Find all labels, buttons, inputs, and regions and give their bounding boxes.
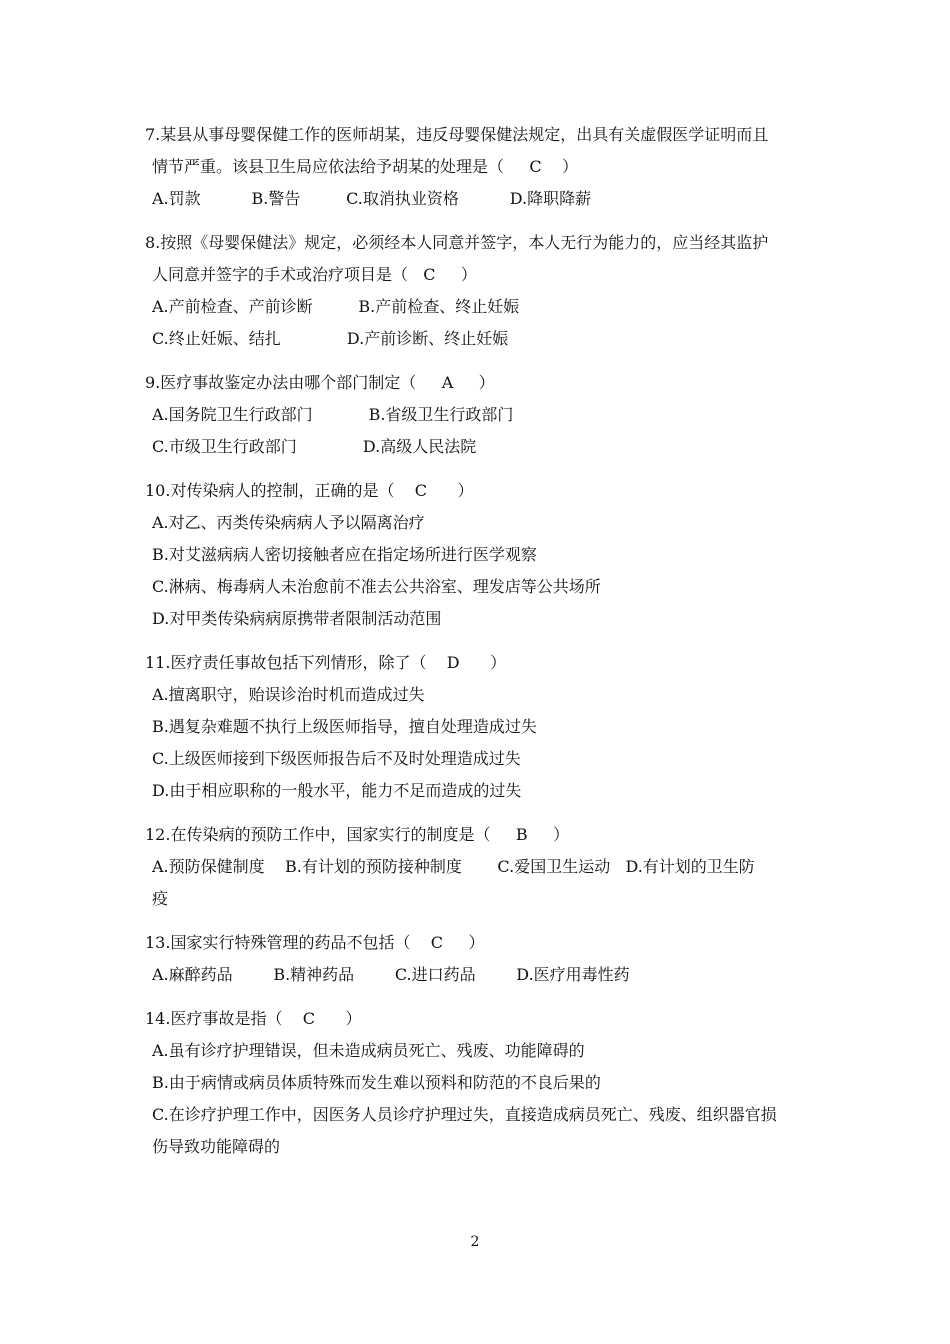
question-9-stem: 9.医疗事故鉴定办法由哪个部门制定（ A ） xyxy=(145,373,495,392)
question-13-options: A.麻醉药品 B.精神药品 C.进口药品 D.医疗用毒性药 xyxy=(152,965,630,984)
question-14-option-a: A.虽有诊疗护理错误，但未造成病员死亡、残废、功能障碍的 xyxy=(152,1041,585,1060)
question-7-stem-line-1: 7.某县从事母婴保健工作的医师胡某，违反母婴保健法规定，出具有关虚假医学证明而且 xyxy=(145,125,769,144)
question-9-options-row-2: C.市级卫生行政部门 D.高级人民法院 xyxy=(152,437,477,456)
question-12-options-row-2: 疫 xyxy=(152,889,169,908)
question-8-options-row-1: A.产前检查、产前诊断 B.产前检查、终止妊娠 xyxy=(152,297,520,316)
question-11-stem: 11.医疗责任事故包括下列情形，除了（ D ） xyxy=(145,653,507,672)
question-11-option-b: B.遇复杂难题不执行上级医师指导，擅自处理造成过失 xyxy=(152,717,537,736)
question-14-option-c-line-1: C.在诊疗护理工作中，因医务人员诊疗护理过失，直接造成病员死亡、残废、组织器官损 xyxy=(152,1105,777,1124)
page-number: 2 xyxy=(470,1234,480,1250)
question-7-options: A.罚款 B.警告 C.取消执业资格 D.降职降薪 xyxy=(152,189,592,208)
question-10-option-a: A.对乙、丙类传染病病人予以隔离治疗 xyxy=(152,513,425,532)
question-11-option-a: A.擅离职守，贻误诊治时机而造成过失 xyxy=(152,685,425,704)
question-10-option-c: C.淋病、梅毒病人未治愈前不准去公共浴室、理发店等公共场所 xyxy=(152,577,601,596)
question-12-options-row-1: A.预防保健制度 B.有计划的预防接种制度 C.爱国卫生运动 D.有计划的卫生防 xyxy=(152,857,755,876)
question-10-option-b: B.对艾滋病病人密切接触者应在指定场所进行医学观察 xyxy=(152,545,537,564)
question-11-option-d: D.由于相应职称的一般水平，能力不足而造成的过失 xyxy=(152,781,522,800)
question-13-stem: 13.国家实行特殊管理的药品不包括（ C ） xyxy=(145,933,485,952)
question-14-stem: 14.医疗事故是指（ C ） xyxy=(145,1009,362,1028)
question-8-options-row-2: C.终止妊娠、结扎 D.产前诊断、终止妊娠 xyxy=(152,329,509,348)
question-8-stem-line-1: 8.按照《母婴保健法》规定，必须经本人同意并签字，本人无行为能力的，应当经其监护 xyxy=(145,233,769,252)
question-11-option-c: C.上级医师接到下级医师报告后不及时处理造成过失 xyxy=(152,749,521,768)
question-14-option-b: B.由于病情或病员体质特殊而发生难以预料和防范的不良后果的 xyxy=(152,1073,601,1092)
question-9-options-row-1: A.国务院卫生行政部门 B.省级卫生行政部门 xyxy=(152,405,514,424)
question-14-option-c-line-2: 伤导致功能障碍的 xyxy=(152,1137,281,1156)
question-12-stem: 12.在传染病的预防工作中，国家实行的制度是（ B ） xyxy=(145,825,570,844)
question-10-stem: 10.对传染病人的控制，正确的是（ C ） xyxy=(145,481,474,500)
question-7-stem-line-2: 情节严重。该县卫生局应依法给予胡某的处理是（ C ） xyxy=(152,157,579,176)
question-10-option-d: D.对甲类传染病病原携带者限制活动范围 xyxy=(152,609,442,628)
question-8-stem-line-2: 人同意并签字的手术或治疗项目是（ C ） xyxy=(152,265,477,284)
